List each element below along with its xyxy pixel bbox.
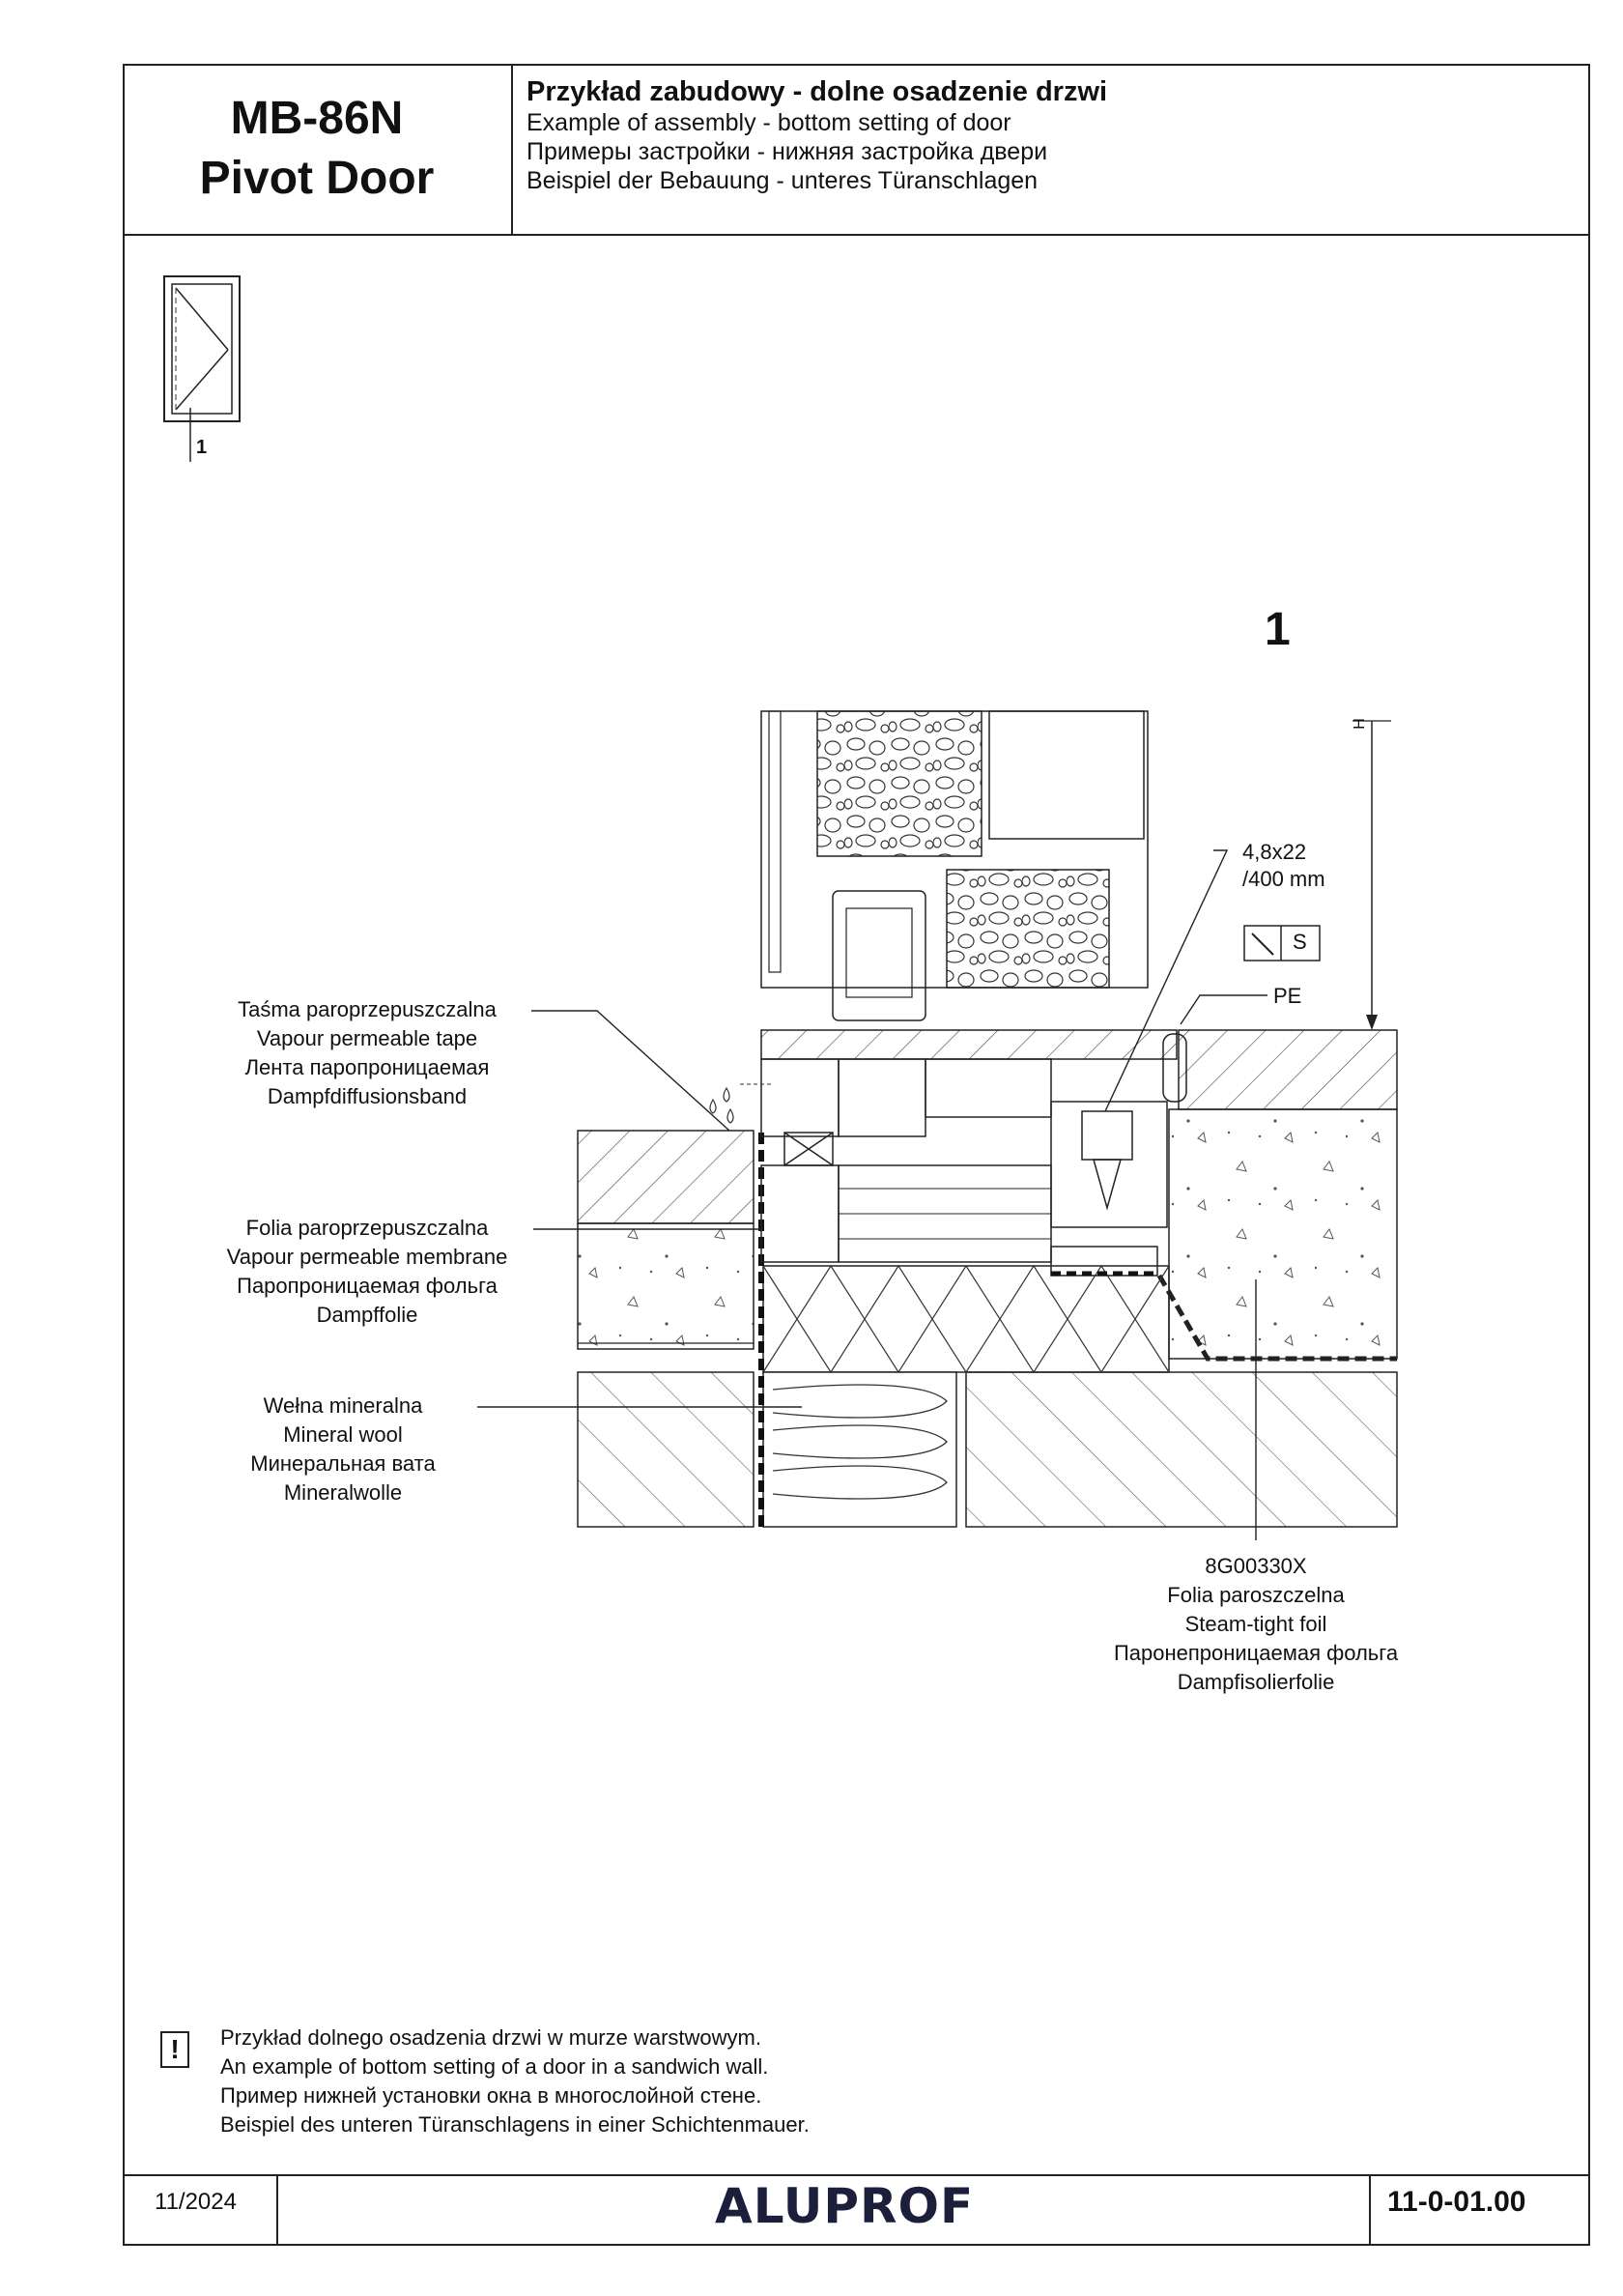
label-membrane-pl: Folia paroprzepuszczalna (245, 1216, 489, 1240)
note-line-de: Beispiel des unteren Türanschlagens in einer Schichtenmauer. (220, 2112, 810, 2137)
assembly-note (220, 2023, 810, 2139)
title-polish: Przykład zabudowy - dolne osadzenie drzwi (527, 76, 1108, 107)
section-number: 1 (1265, 604, 1291, 655)
product-series: MB-86N (230, 93, 404, 144)
door-elevation-thumbnail (164, 276, 240, 462)
label-membrane-ru: Паропроницаемая фольга (237, 1274, 498, 1298)
warning-exclamation-icon: ! (160, 2031, 189, 2068)
label-foil-en: Steam-tight foil (1184, 1612, 1327, 1636)
screw-spec (1242, 839, 1325, 893)
label-tape-pl: Taśma paroprzepuszczalna (238, 997, 497, 1021)
thumbnail-section-ref: 1 (196, 437, 208, 458)
label-tape-ru: Лента паропроницаемая (244, 1055, 490, 1079)
wall-section-left (578, 1131, 754, 1527)
label-vapour-membrane (203, 1214, 531, 1330)
dimension-h-label: H (1351, 718, 1368, 730)
product-type: Pivot Door (199, 153, 435, 204)
label-foil-ru: Паронепроницаемая фольга (1113, 1641, 1399, 1665)
label-foil-code: 8G00330X (1205, 1554, 1307, 1578)
label-wool-en: Mineral wool (283, 1422, 403, 1447)
threshold-profile (761, 1030, 1177, 1276)
label-tape-en: Vapour permeable tape (256, 1026, 478, 1050)
dimension-h (1352, 721, 1391, 1030)
label-foil-de: Dampfisolierfolie (1177, 1670, 1335, 1694)
label-wool-pl: Wełna mineralna (263, 1393, 423, 1418)
title-russian: Примеры застройки - нижняя застройка двери (527, 138, 1048, 165)
label-mineral-wool (213, 1392, 473, 1507)
title-german: Beispiel der Bebauung - unteres Türanschlagen (527, 167, 1039, 194)
label-tape-de: Dampfdiffusionsband (267, 1084, 468, 1108)
label-steam-tight-foil (1072, 1552, 1439, 1697)
screw-spec-line1: 4,8x22 (1242, 840, 1307, 864)
pe-label: PE (1273, 984, 1302, 1008)
label-membrane-en: Vapour permeable membrane (226, 1245, 508, 1269)
water-drops (710, 1084, 773, 1123)
note-line-ru: Пример нижней установки окна в многослойной стене. (220, 2083, 762, 2108)
screw-symbol-box (1244, 926, 1320, 961)
title-english: Example of assembly - bottom setting of door (527, 109, 1011, 136)
screw-symbol-label: S (1293, 930, 1307, 954)
label-wool-ru: Минеральная вата (250, 1451, 436, 1476)
label-membrane-de: Dampffolie (316, 1303, 418, 1327)
revision-date: 11/2024 (155, 2189, 237, 2215)
label-vapour-tape (203, 995, 531, 1111)
screw-spec-line2: /400 mm (1242, 867, 1325, 891)
label-wool-de: Mineralwolle (283, 1480, 403, 1505)
note-line-pl: Przykład dolnego osadzenia drzwi w murze warstwowym. (220, 2025, 761, 2050)
drawing-code: 11-0-01.00 (1387, 2186, 1526, 2218)
floor-section-right (966, 1030, 1397, 1527)
aluprof-logo: ALUPROF (715, 2178, 975, 2234)
label-foil-pl: Folia paroszczelna (1167, 1583, 1345, 1607)
door-leaf-profile (761, 711, 1148, 1020)
note-line-en: An example of bottom setting of a door in a sandwich wall. (220, 2054, 769, 2079)
